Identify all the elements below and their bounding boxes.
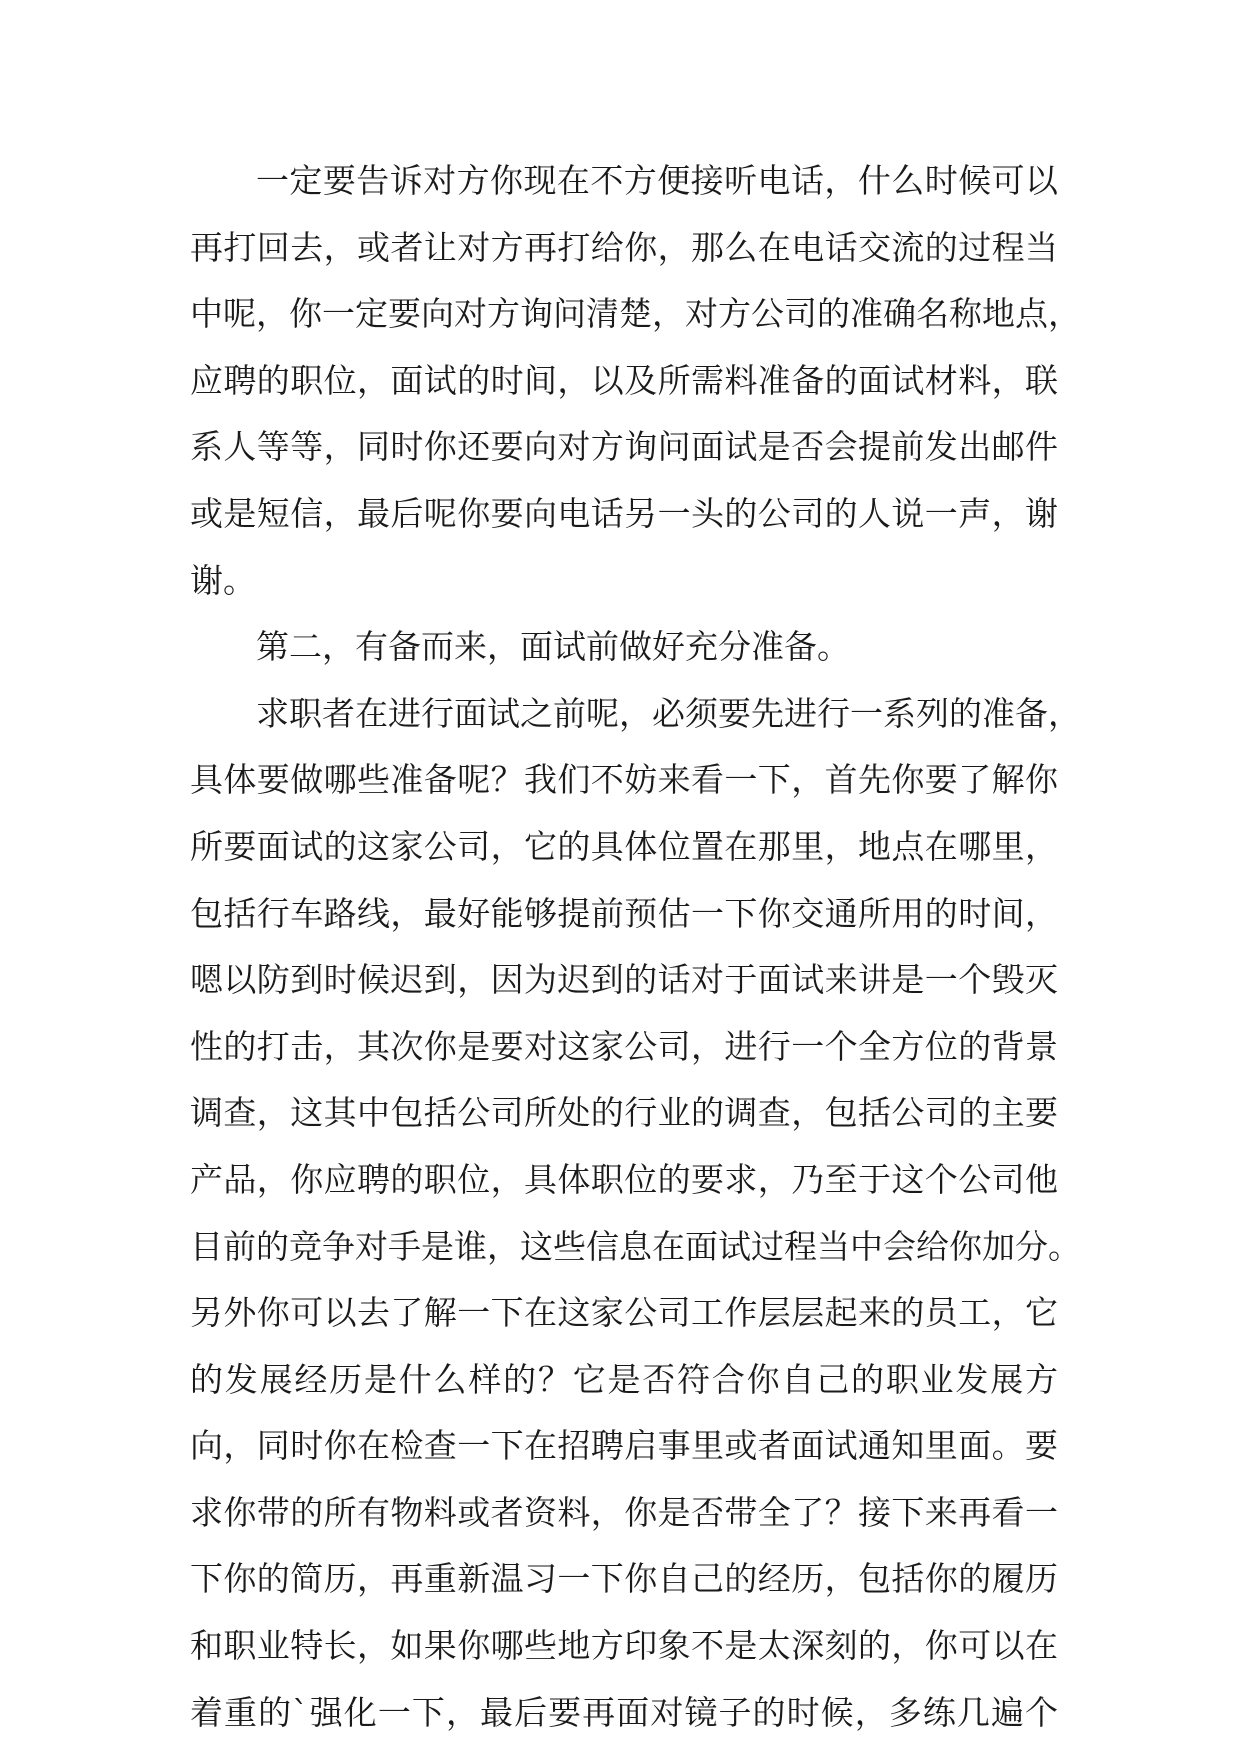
text-line: 性的打击，其次你是要对这家公司，进行一个全方位的背景 bbox=[190, 1026, 1058, 1066]
text-line: 或是短信，最后呢你要向电话另一头的公司的人说一声，谢 bbox=[190, 493, 1058, 533]
text-line: 具体要做哪些准备呢？我们不妨来看一下，首先你要了解你 bbox=[190, 760, 1058, 800]
section-heading: 第二，有备而来，面试前做好充分准备。 bbox=[256, 627, 850, 667]
text-line: 应聘的职位，面试的时间，以及所需料准备的面试材料，联 bbox=[190, 360, 1058, 400]
text-line: 系人等等，同时你还要向对方询问面试是否会提前发出邮件 bbox=[190, 427, 1058, 467]
text-line: 目前的竞争对手是谁，这些信息在面试过程当中会给你加分。 bbox=[190, 1226, 1081, 1266]
text-line: 的发展经历是什么样的？它是否符合你自己的职业发展方 bbox=[190, 1359, 1058, 1399]
text-line: 中呢，你一定要向对方询问清楚，对方公司的准确名称地点， bbox=[190, 294, 1081, 334]
text-line: 一定要告诉对方你现在不方便接听电话，什么时候可以 bbox=[256, 161, 1058, 200]
text-line: 求职者在进行面试之前呢，必须要先进行一系列的准备， bbox=[256, 693, 1081, 733]
text-line: 着重的`强化一下，最后要再面对镜子的时候，多练几遍个 bbox=[190, 1692, 1058, 1732]
text-line: 谢。 bbox=[190, 560, 256, 600]
text-line: 所要面试的这家公司，它的具体位置在那里，地点在哪里， bbox=[190, 826, 1058, 866]
text-line: 下你的简历，再重新温习一下你自己的经历，包括你的履历 bbox=[190, 1559, 1058, 1599]
text-line: 产品，你应聘的职位，具体职位的要求，乃至于这个公司他 bbox=[190, 1159, 1058, 1199]
text-line: 向，同时你在检查一下在招聘启事里或者面试通知里面。要 bbox=[190, 1426, 1058, 1466]
text-line: 再打回去，或者让对方再打给你，那么在电话交流的过程当 bbox=[190, 227, 1058, 267]
text-line: 调查，这其中包括公司所处的行业的调查，包括公司的主要 bbox=[190, 1093, 1058, 1133]
text-line: 嗯以防到时候迟到，因为迟到的话对于面试来讲是一个毁灭 bbox=[190, 960, 1058, 1000]
text-line: 另外你可以去了解一下在这家公司工作层层起来的员工，它 bbox=[190, 1293, 1058, 1333]
document-body bbox=[190, 148, 1081, 1746]
text-line: 求你带的所有物料或者资料，你是否带全了？接下来再看一 bbox=[190, 1492, 1058, 1532]
text-line: 和职业特长，如果你哪些地方印象不是太深刻的，你可以在 bbox=[190, 1626, 1058, 1666]
text-line: 包括行车路线，最好能够提前预估一下你交通所用的时间， bbox=[190, 893, 1058, 933]
